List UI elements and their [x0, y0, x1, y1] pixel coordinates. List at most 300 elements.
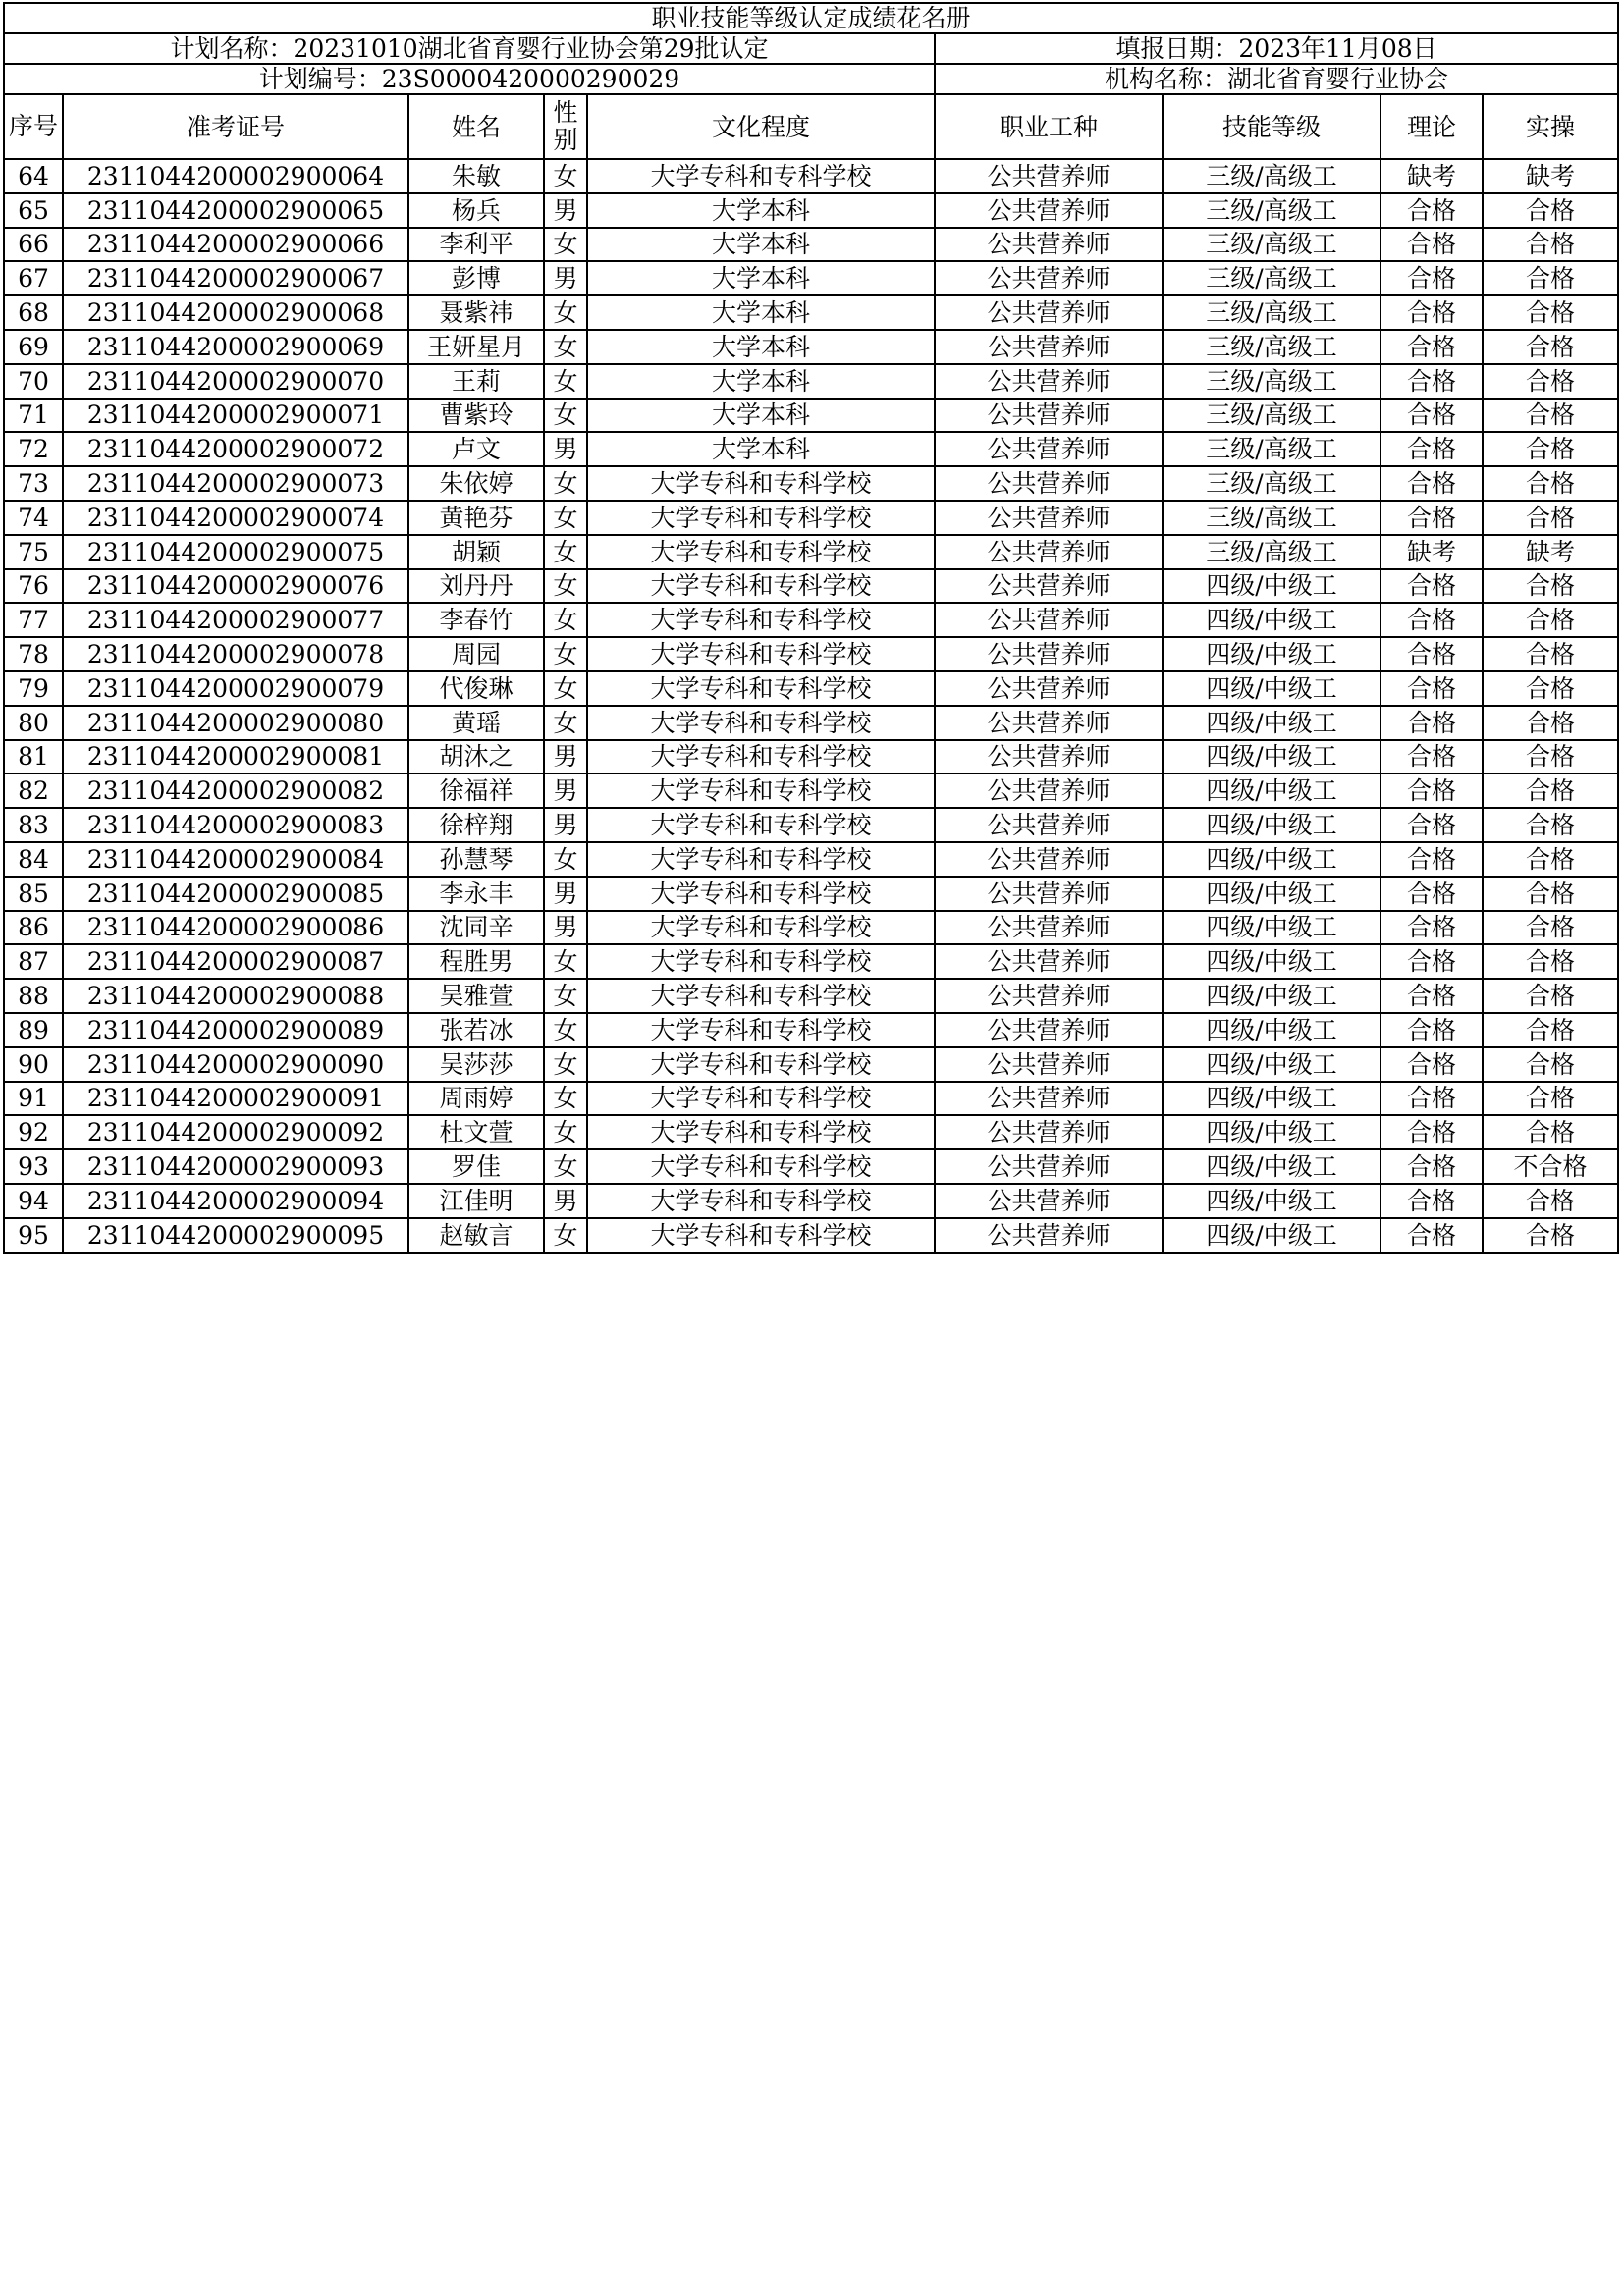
- cell-education: 大学专科和专科学校: [587, 740, 935, 774]
- cell-practice: 合格: [1483, 364, 1618, 399]
- table-row: [4, 1115, 1618, 1149]
- cell-gender: 女: [544, 159, 587, 193]
- cell-gender: 女: [544, 228, 587, 262]
- cell-gender: 男: [544, 774, 587, 808]
- cell-exam-id: 2311044200002900075: [63, 535, 408, 569]
- cell-theory: 合格: [1380, 330, 1483, 364]
- cell-theory: 合格: [1380, 1115, 1483, 1149]
- cell-name: 吴莎莎: [408, 1047, 544, 1082]
- cell-exam-id: 2311044200002900064: [63, 159, 408, 193]
- cell-skill-level: 四级/中级工: [1163, 1149, 1380, 1184]
- cell-skill-level: 四级/中级工: [1163, 1184, 1380, 1218]
- cell-seq: 87: [4, 944, 63, 979]
- cell-theory: 合格: [1380, 399, 1483, 433]
- table-row: [4, 466, 1618, 501]
- cell-occupation: 公共营养师: [935, 979, 1163, 1013]
- cell-practice: 合格: [1483, 877, 1618, 911]
- cell-name: 江佳明: [408, 1184, 544, 1218]
- cell-seq: 74: [4, 501, 63, 535]
- cell-skill-level: 三级/高级工: [1163, 466, 1380, 501]
- cell-gender: 女: [544, 501, 587, 535]
- cell-exam-id: 2311044200002900091: [63, 1082, 408, 1116]
- cell-occupation: 公共营养师: [935, 1184, 1163, 1218]
- cell-skill-level: 四级/中级工: [1163, 979, 1380, 1013]
- cell-name: 胡沐之: [408, 740, 544, 774]
- cell-name: 朱依婷: [408, 466, 544, 501]
- cell-exam-id: 2311044200002900095: [63, 1218, 408, 1253]
- cell-exam-id: 2311044200002900070: [63, 364, 408, 399]
- cell-occupation: 公共营养师: [935, 911, 1163, 945]
- header-seq: 序号: [4, 94, 63, 159]
- cell-practice: 合格: [1483, 1047, 1618, 1082]
- cell-theory: 合格: [1380, 432, 1483, 466]
- table-row: [4, 808, 1618, 842]
- cell-skill-level: 三级/高级工: [1163, 261, 1380, 295]
- cell-practice: 合格: [1483, 911, 1618, 945]
- table-row: [4, 1047, 1618, 1082]
- cell-gender: 男: [544, 740, 587, 774]
- cell-occupation: 公共营养师: [935, 1218, 1163, 1253]
- cell-occupation: 公共营养师: [935, 228, 1163, 262]
- cell-exam-id: 2311044200002900067: [63, 261, 408, 295]
- cell-theory: 合格: [1380, 569, 1483, 604]
- cell-seq: 75: [4, 535, 63, 569]
- table-row: [4, 1149, 1618, 1184]
- cell-occupation: 公共营养师: [935, 501, 1163, 535]
- cell-education: 大学专科和专科学校: [587, 1082, 935, 1116]
- table-row: [4, 535, 1618, 569]
- cell-name: 杨兵: [408, 193, 544, 228]
- cell-education: 大学专科和专科学校: [587, 466, 935, 501]
- cell-theory: 合格: [1380, 603, 1483, 637]
- cell-practice: 合格: [1483, 706, 1618, 740]
- cell-occupation: 公共营养师: [935, 295, 1163, 330]
- table-row: [4, 603, 1618, 637]
- table-row: [4, 364, 1618, 399]
- cell-theory: 合格: [1380, 808, 1483, 842]
- cell-practice: 合格: [1483, 1082, 1618, 1116]
- cell-occupation: 公共营养师: [935, 1013, 1163, 1047]
- cell-occupation: 公共营养师: [935, 193, 1163, 228]
- cell-practice: 缺考: [1483, 535, 1618, 569]
- cell-gender: 女: [544, 979, 587, 1013]
- cell-gender: 女: [544, 637, 587, 671]
- cell-education: 大学本科: [587, 228, 935, 262]
- cell-practice: 合格: [1483, 979, 1618, 1013]
- header-practice: 实操: [1483, 94, 1618, 159]
- cell-education: 大学专科和专科学校: [587, 1218, 935, 1253]
- cell-seq: 83: [4, 808, 63, 842]
- table-row: [4, 330, 1618, 364]
- cell-gender: 女: [544, 842, 587, 877]
- cell-occupation: 公共营养师: [935, 569, 1163, 604]
- cell-occupation: 公共营养师: [935, 706, 1163, 740]
- cell-name: 刘丹丹: [408, 569, 544, 604]
- cell-occupation: 公共营养师: [935, 774, 1163, 808]
- cell-theory: 合格: [1380, 1013, 1483, 1047]
- cell-name: 王莉: [408, 364, 544, 399]
- cell-exam-id: 2311044200002900093: [63, 1149, 408, 1184]
- cell-seq: 80: [4, 706, 63, 740]
- cell-seq: 90: [4, 1047, 63, 1082]
- cell-exam-id: 2311044200002900065: [63, 193, 408, 228]
- cell-name: 卢文: [408, 432, 544, 466]
- cell-exam-id: 2311044200002900084: [63, 842, 408, 877]
- cell-education: 大学本科: [587, 330, 935, 364]
- cell-occupation: 公共营养师: [935, 261, 1163, 295]
- cell-occupation: 公共营养师: [935, 399, 1163, 433]
- cell-education: 大学本科: [587, 261, 935, 295]
- cell-occupation: 公共营养师: [935, 877, 1163, 911]
- document-title: 职业技能等级认定成绩花名册: [4, 3, 1618, 33]
- table-row: [4, 740, 1618, 774]
- cell-practice: 合格: [1483, 228, 1618, 262]
- cell-seq: 78: [4, 637, 63, 671]
- cell-seq: 91: [4, 1082, 63, 1116]
- cell-name: 周园: [408, 637, 544, 671]
- cell-education: 大学本科: [587, 364, 935, 399]
- cell-theory: 合格: [1380, 842, 1483, 877]
- cell-theory: 合格: [1380, 1082, 1483, 1116]
- cell-occupation: 公共营养师: [935, 1149, 1163, 1184]
- cell-theory: 合格: [1380, 1184, 1483, 1218]
- plan-number: 计划编号：23S000042000029002​9: [4, 64, 935, 94]
- cell-theory: 缺考: [1380, 159, 1483, 193]
- cell-seq: 70: [4, 364, 63, 399]
- cell-skill-level: 三级/高级工: [1163, 364, 1380, 399]
- cell-theory: 合格: [1380, 1047, 1483, 1082]
- cell-theory: 合格: [1380, 1149, 1483, 1184]
- cell-exam-id: 2311044200002900092: [63, 1115, 408, 1149]
- table-row: [4, 979, 1618, 1013]
- cell-gender: 女: [544, 535, 587, 569]
- cell-skill-level: 四级/中级工: [1163, 877, 1380, 911]
- cell-education: 大学专科和专科学校: [587, 979, 935, 1013]
- table-row: [4, 569, 1618, 604]
- cell-practice: 合格: [1483, 603, 1618, 637]
- cell-seq: 94: [4, 1184, 63, 1218]
- cell-education: 大学专科和专科学校: [587, 535, 935, 569]
- cell-skill-level: 四级/中级工: [1163, 944, 1380, 979]
- cell-practice: 合格: [1483, 637, 1618, 671]
- cell-seq: 89: [4, 1013, 63, 1047]
- cell-theory: 合格: [1380, 295, 1483, 330]
- table-row: [4, 295, 1618, 330]
- cell-exam-id: 2311044200002900080: [63, 706, 408, 740]
- header-occupation: 职业工种: [935, 94, 1163, 159]
- cell-theory: 合格: [1380, 979, 1483, 1013]
- cell-skill-level: 四级/中级工: [1163, 706, 1380, 740]
- cell-name: 朱敏: [408, 159, 544, 193]
- cell-seq: 85: [4, 877, 63, 911]
- cell-education: 大学专科和专科学校: [587, 1047, 935, 1082]
- cell-practice: 合格: [1483, 432, 1618, 466]
- cell-practice: 合格: [1483, 1218, 1618, 1253]
- cell-theory: 合格: [1380, 671, 1483, 706]
- cell-theory: 合格: [1380, 466, 1483, 501]
- cell-education: 大学专科和专科学校: [587, 1184, 935, 1218]
- cell-education: 大学专科和专科学校: [587, 671, 935, 706]
- cell-skill-level: 四级/中级工: [1163, 842, 1380, 877]
- table-row: [4, 1013, 1618, 1047]
- cell-education: 大学专科和专科学校: [587, 637, 935, 671]
- roster-table: [3, 2, 1619, 1254]
- cell-skill-level: 四级/中级工: [1163, 1115, 1380, 1149]
- cell-skill-level: 四级/中级工: [1163, 637, 1380, 671]
- cell-seq: 68: [4, 295, 63, 330]
- cell-seq: 73: [4, 466, 63, 501]
- cell-gender: 女: [544, 706, 587, 740]
- title-row: [4, 3, 1618, 33]
- cell-education: 大学专科和专科学校: [587, 1013, 935, 1047]
- cell-practice: 合格: [1483, 466, 1618, 501]
- header-skill-level: 技能等级: [1163, 94, 1380, 159]
- cell-exam-id: 2311044200002900071: [63, 399, 408, 433]
- cell-name: 罗佳: [408, 1149, 544, 1184]
- cell-skill-level: 四级/中级工: [1163, 1013, 1380, 1047]
- cell-theory: 缺考: [1380, 535, 1483, 569]
- cell-occupation: 公共营养师: [935, 159, 1163, 193]
- cell-exam-id: 2311044200002900073: [63, 466, 408, 501]
- cell-education: 大学本科: [587, 432, 935, 466]
- cell-exam-id: 2311044200002900085: [63, 877, 408, 911]
- cell-skill-level: 四级/中级工: [1163, 671, 1380, 706]
- cell-skill-level: 四级/中级工: [1163, 569, 1380, 604]
- cell-name: 代俊琳: [408, 671, 544, 706]
- cell-seq: 67: [4, 261, 63, 295]
- cell-gender: 女: [544, 569, 587, 604]
- cell-gender: 女: [544, 1115, 587, 1149]
- cell-occupation: 公共营养师: [935, 330, 1163, 364]
- table-row: [4, 1082, 1618, 1116]
- cell-name: 彭博: [408, 261, 544, 295]
- cell-skill-level: 三级/高级工: [1163, 432, 1380, 466]
- cell-name: 黄瑶: [408, 706, 544, 740]
- cell-occupation: 公共营养师: [935, 842, 1163, 877]
- cell-gender: 男: [544, 193, 587, 228]
- org-name: 机构名称：湖北省育婴行业协会: [935, 64, 1618, 94]
- table-row: [4, 774, 1618, 808]
- cell-exam-id: 2311044200002900087: [63, 944, 408, 979]
- table-row: [4, 399, 1618, 433]
- cell-name: 徐梓翔: [408, 808, 544, 842]
- cell-seq: 86: [4, 911, 63, 945]
- cell-seq: 71: [4, 399, 63, 433]
- cell-education: 大学专科和专科学校: [587, 842, 935, 877]
- cell-practice: 合格: [1483, 1115, 1618, 1149]
- plan-number-row: [4, 64, 1618, 94]
- cell-practice: 合格: [1483, 740, 1618, 774]
- cell-seq: 84: [4, 842, 63, 877]
- cell-skill-level: 三级/高级工: [1163, 193, 1380, 228]
- cell-name: 徐福祥: [408, 774, 544, 808]
- cell-education: 大学专科和专科学校: [587, 877, 935, 911]
- cell-name: 张若冰: [408, 1013, 544, 1047]
- cell-skill-level: 四级/中级工: [1163, 740, 1380, 774]
- cell-gender: 女: [544, 603, 587, 637]
- cell-theory: 合格: [1380, 228, 1483, 262]
- cell-theory: 合格: [1380, 740, 1483, 774]
- cell-seq: 88: [4, 979, 63, 1013]
- plan-info-row: [4, 33, 1618, 64]
- cell-practice: 合格: [1483, 295, 1618, 330]
- cell-seq: 69: [4, 330, 63, 364]
- cell-gender: 女: [544, 1149, 587, 1184]
- cell-theory: 合格: [1380, 911, 1483, 945]
- table-row: [4, 671, 1618, 706]
- cell-name: 李永丰: [408, 877, 544, 911]
- table-row: [4, 842, 1618, 877]
- cell-seq: 93: [4, 1149, 63, 1184]
- cell-education: 大学本科: [587, 193, 935, 228]
- cell-practice: 合格: [1483, 1013, 1618, 1047]
- cell-seq: 77: [4, 603, 63, 637]
- cell-occupation: 公共营养师: [935, 1047, 1163, 1082]
- cell-exam-id: 2311044200002900089: [63, 1013, 408, 1047]
- cell-education: 大学专科和专科学校: [587, 569, 935, 604]
- header-education: 文化程度: [587, 94, 935, 159]
- cell-education: 大学本科: [587, 399, 935, 433]
- cell-name: 孙慧琴: [408, 842, 544, 877]
- cell-name: 王妍星月: [408, 330, 544, 364]
- cell-education: 大学专科和专科学校: [587, 774, 935, 808]
- table-row: [4, 1184, 1618, 1218]
- cell-exam-id: 2311044200002900066: [63, 228, 408, 262]
- cell-gender: 女: [544, 1218, 587, 1253]
- cell-exam-id: 2311044200002900074: [63, 501, 408, 535]
- cell-practice: 合格: [1483, 501, 1618, 535]
- cell-exam-id: 2311044200002900083: [63, 808, 408, 842]
- cell-occupation: 公共营养师: [935, 603, 1163, 637]
- cell-name: 周雨婷: [408, 1082, 544, 1116]
- cell-seq: 92: [4, 1115, 63, 1149]
- cell-name: 黄艳芬: [408, 501, 544, 535]
- cell-occupation: 公共营养师: [935, 637, 1163, 671]
- cell-occupation: 公共营养师: [935, 740, 1163, 774]
- table-row: [4, 877, 1618, 911]
- cell-skill-level: 三级/高级工: [1163, 399, 1380, 433]
- cell-skill-level: 四级/中级工: [1163, 774, 1380, 808]
- cell-education: 大学专科和专科学校: [587, 808, 935, 842]
- cell-skill-level: 四级/中级工: [1163, 1082, 1380, 1116]
- cell-exam-id: 2311044200002900086: [63, 911, 408, 945]
- cell-seq: 66: [4, 228, 63, 262]
- cell-practice: 合格: [1483, 944, 1618, 979]
- cell-occupation: 公共营养师: [935, 808, 1163, 842]
- cell-practice: 合格: [1483, 261, 1618, 295]
- table-row: [4, 706, 1618, 740]
- cell-practice: 合格: [1483, 808, 1618, 842]
- cell-occupation: 公共营养师: [935, 466, 1163, 501]
- table-row: [4, 432, 1618, 466]
- cell-skill-level: 四级/中级工: [1163, 808, 1380, 842]
- cell-name: 李春竹: [408, 603, 544, 637]
- cell-occupation: 公共营养师: [935, 1115, 1163, 1149]
- cell-practice: 合格: [1483, 774, 1618, 808]
- cell-education: 大学专科和专科学校: [587, 159, 935, 193]
- cell-theory: 合格: [1380, 944, 1483, 979]
- cell-name: 赵敏言: [408, 1218, 544, 1253]
- cell-education: 大学专科和专科学校: [587, 1149, 935, 1184]
- cell-gender: 女: [544, 330, 587, 364]
- cell-practice: 合格: [1483, 330, 1618, 364]
- cell-name: 胡颖: [408, 535, 544, 569]
- cell-skill-level: 四级/中级工: [1163, 1047, 1380, 1082]
- cell-theory: 合格: [1380, 706, 1483, 740]
- cell-skill-level: 四级/中级工: [1163, 911, 1380, 945]
- cell-name: 杜文萱: [408, 1115, 544, 1149]
- cell-theory: 合格: [1380, 1218, 1483, 1253]
- cell-skill-level: 三级/高级工: [1163, 501, 1380, 535]
- cell-theory: 合格: [1380, 501, 1483, 535]
- cell-skill-level: 三级/高级工: [1163, 228, 1380, 262]
- cell-seq: 72: [4, 432, 63, 466]
- cell-education: 大学专科和专科学校: [587, 501, 935, 535]
- cell-gender: 男: [544, 261, 587, 295]
- cell-seq: 79: [4, 671, 63, 706]
- cell-gender: 男: [544, 911, 587, 945]
- cell-exam-id: 2311044200002900079: [63, 671, 408, 706]
- cell-skill-level: 四级/中级工: [1163, 1218, 1380, 1253]
- cell-theory: 合格: [1380, 637, 1483, 671]
- cell-education: 大学专科和专科学校: [587, 944, 935, 979]
- cell-exam-id: 2311044200002900094: [63, 1184, 408, 1218]
- cell-skill-level: 三级/高级工: [1163, 159, 1380, 193]
- cell-occupation: 公共营养师: [935, 364, 1163, 399]
- table-row: [4, 159, 1618, 193]
- cell-name: 程胜男: [408, 944, 544, 979]
- cell-practice: 合格: [1483, 569, 1618, 604]
- cell-practice: 合格: [1483, 842, 1618, 877]
- cell-gender: 男: [544, 808, 587, 842]
- cell-gender: 女: [544, 944, 587, 979]
- cell-seq: 81: [4, 740, 63, 774]
- cell-seq: 65: [4, 193, 63, 228]
- fill-date: 填报日期：2023年11月08日: [935, 33, 1618, 64]
- cell-practice: 合格: [1483, 193, 1618, 228]
- cell-practice: 缺考: [1483, 159, 1618, 193]
- cell-name: 吴雅萱: [408, 979, 544, 1013]
- cell-practice: 合格: [1483, 1184, 1618, 1218]
- cell-exam-id: 2311044200002900078: [63, 637, 408, 671]
- cell-occupation: 公共营养师: [935, 944, 1163, 979]
- cell-theory: 合格: [1380, 364, 1483, 399]
- table-row: [4, 944, 1618, 979]
- cell-practice: 不合格: [1483, 1149, 1618, 1184]
- cell-seq: 64: [4, 159, 63, 193]
- cell-gender: 女: [544, 1082, 587, 1116]
- cell-gender: 女: [544, 295, 587, 330]
- cell-gender: 女: [544, 399, 587, 433]
- cell-theory: 合格: [1380, 261, 1483, 295]
- cell-education: 大学专科和专科学校: [587, 1115, 935, 1149]
- header-gender: 性别: [544, 94, 587, 159]
- cell-exam-id: 2311044200002900077: [63, 603, 408, 637]
- cell-name: 聂紫祎: [408, 295, 544, 330]
- cell-skill-level: 三级/高级工: [1163, 535, 1380, 569]
- cell-education: 大学本科: [587, 295, 935, 330]
- cell-gender: 女: [544, 1047, 587, 1082]
- cell-occupation: 公共营养师: [935, 671, 1163, 706]
- cell-gender: 女: [544, 364, 587, 399]
- cell-gender: 男: [544, 1184, 587, 1218]
- table-row: [4, 193, 1618, 228]
- cell-gender: 男: [544, 432, 587, 466]
- plan-name: 计划名称：20231010湖北省育婴行业协会第29批认定: [4, 33, 935, 64]
- table-row: [4, 228, 1618, 262]
- cell-exam-id: 2311044200002900090: [63, 1047, 408, 1082]
- cell-gender: 女: [544, 671, 587, 706]
